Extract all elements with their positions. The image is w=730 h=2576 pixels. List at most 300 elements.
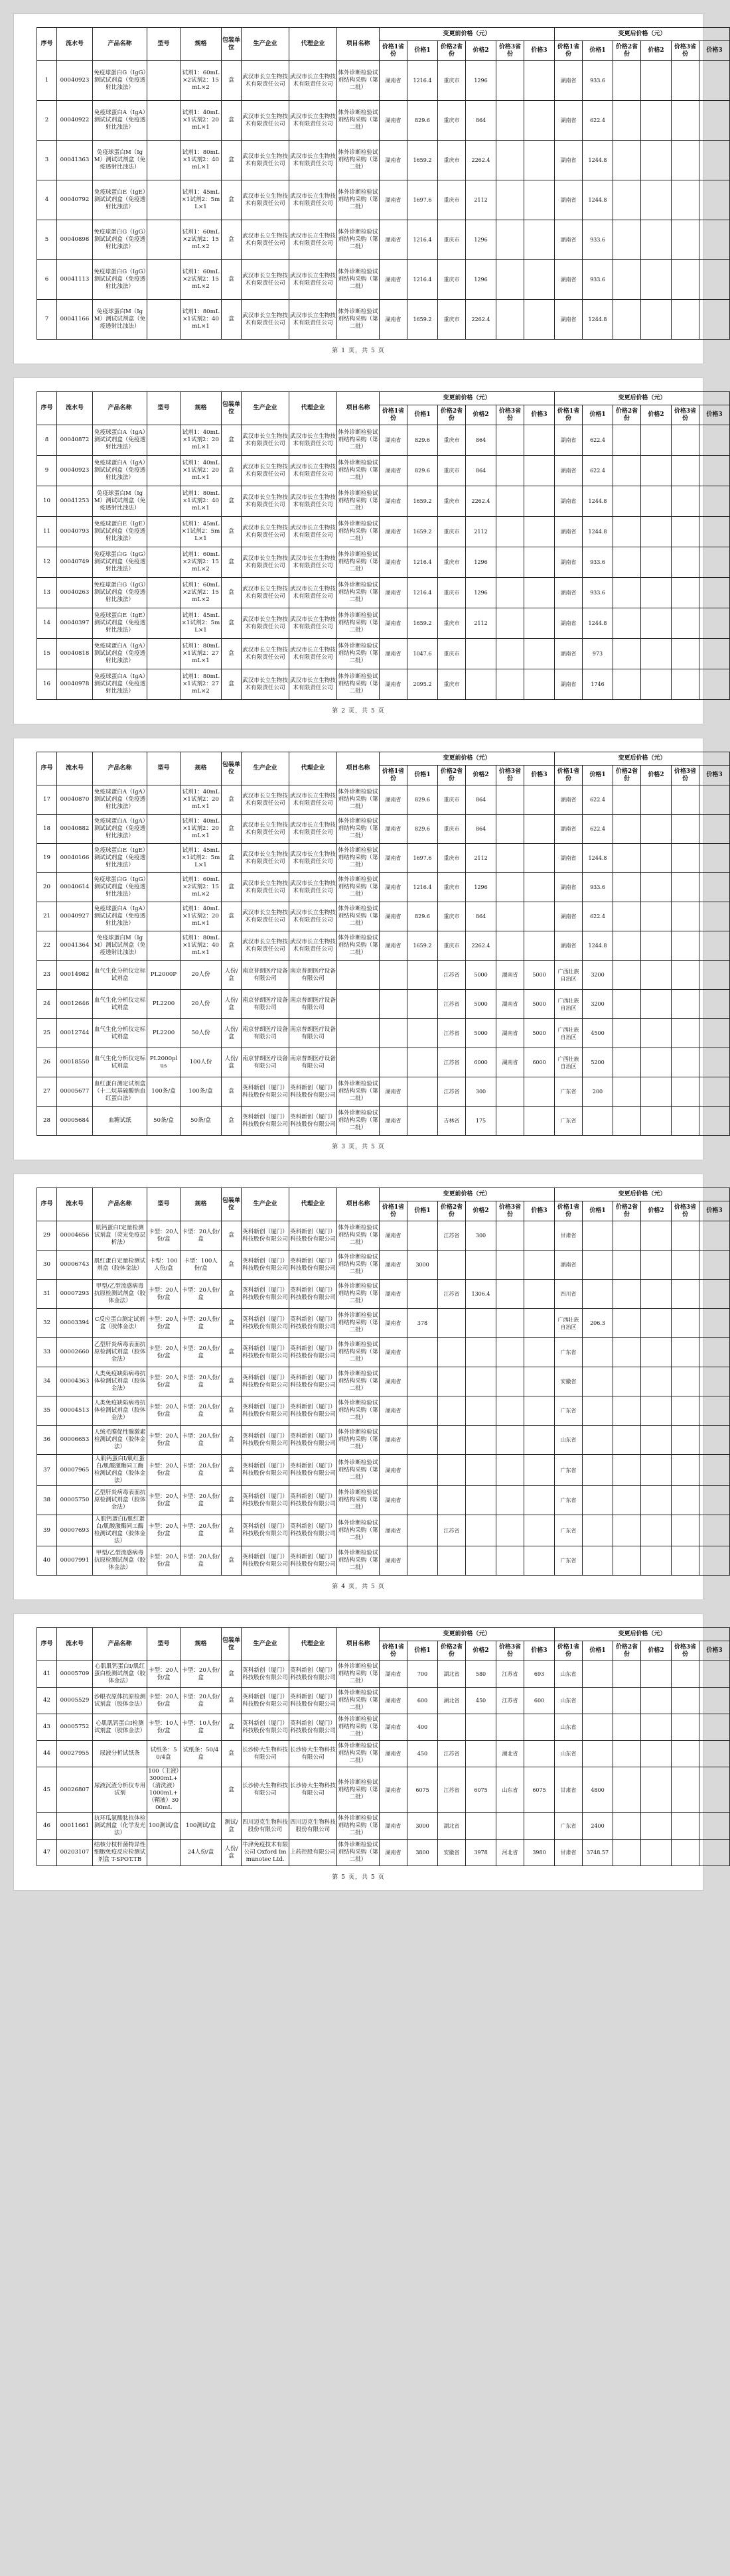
- cell-agent: 武汉市长立生物技术有限责任公司: [289, 101, 337, 141]
- cell-after-price-3: [699, 1767, 730, 1813]
- cell-spec: 卡型：20人份/盒: [181, 1221, 222, 1251]
- cell-model: [147, 844, 181, 873]
- cell-before-province-2: 重庆市: [438, 669, 466, 700]
- before-price3-header: 价格3: [524, 41, 555, 61]
- after-price-group-header: 变更后价格（元）: [555, 1628, 730, 1641]
- cell-after-price-2: [641, 1396, 672, 1426]
- cell-before-province-2: [438, 1426, 466, 1455]
- table-row: [37, 669, 730, 700]
- cell-before-province-1: 湖南省: [380, 61, 407, 101]
- cell-product-name: 免疫球蛋白A（IgA）测试试剂盒（免疫透射比浊法）: [93, 456, 147, 486]
- footer-total-pages: 5: [371, 1874, 376, 1881]
- cell-spec: 试剂1：40mL×1试剂2：20mL×1: [181, 101, 222, 141]
- footer-total-pages: 5: [371, 1584, 376, 1590]
- cell-model: [147, 101, 181, 141]
- cell-unit: 盒: [222, 1455, 242, 1486]
- after-price2-header: 价格2: [641, 766, 672, 785]
- cell-after-province-2: [613, 578, 641, 608]
- before-price3-header: 价格3: [524, 1641, 555, 1661]
- cell-before-price-1: [407, 1280, 438, 1309]
- cell-spec: 卡型：100人份/盒: [181, 1251, 222, 1280]
- cell-agent: 武汉市长立生物技术有限责任公司: [289, 61, 337, 101]
- cell-agent: 英科新创（厦门）科技股份有限公司: [289, 1251, 337, 1280]
- cell-after-province-3: [672, 300, 699, 340]
- cell-seq: 7: [37, 300, 57, 340]
- cell-before-province-3: [496, 1107, 524, 1136]
- cell-spec: 试剂1：60mL×2试剂2：15mL×2: [181, 873, 222, 902]
- cell-model: 卡型：20人份/盒: [147, 1396, 181, 1426]
- cell-manufacturer: 武汉市长立生物技术有限责任公司: [242, 608, 289, 639]
- cell-before-price-1: 1697.6: [407, 844, 438, 873]
- cell-before-province-3: [496, 300, 524, 340]
- col-manufacturer-header: 生产企业: [242, 1628, 289, 1661]
- before-price3-province-header: 价格3省份: [496, 1201, 524, 1221]
- cell-after-price-3: [699, 1840, 730, 1866]
- cell-manufacturer: 南京普朗医疗设备有限公司: [242, 961, 289, 990]
- cell-serial: 00041363: [57, 141, 93, 180]
- cell-unit: 盒: [222, 486, 242, 517]
- cell-product-name: 人类免疫缺陷病毒抗体检测试剂盒（胶体金法）: [93, 1367, 147, 1396]
- col-model-header: 型号: [147, 1628, 181, 1661]
- cell-model: 卡型：10人份/盒: [147, 1714, 181, 1741]
- cell-before-province-1: [380, 990, 407, 1019]
- cell-product-name: 人绒毛膜促性腺激素检测试剂盒（胶体金法）: [93, 1426, 147, 1455]
- cell-model: 卡型：20人份/盒: [147, 1367, 181, 1396]
- cell-after-price-2: [641, 1107, 672, 1136]
- cell-before-province-1: 湖南省: [380, 608, 407, 639]
- cell-after-price-3: [699, 1107, 730, 1136]
- cell-project: 体外诊断检验试剂结构采购（第二批）: [337, 547, 380, 578]
- cell-project: 体外诊断检验试剂结构采购（第二批）: [337, 1367, 380, 1396]
- cell-model: 卡型：20人份/盒: [147, 1515, 181, 1546]
- cell-model: [147, 220, 181, 260]
- cell-project: 体外诊断检验试剂结构采购（第二批）: [337, 1515, 380, 1546]
- cell-product-name: 血气生化分析仪定标试剂盒: [93, 1019, 147, 1048]
- cell-before-province-2: [438, 1546, 466, 1576]
- cell-manufacturer: 武汉市长立生物技术有限责任公司: [242, 547, 289, 578]
- cell-after-province-3: [672, 180, 699, 220]
- cell-agent: 武汉市长立生物技术有限责任公司: [289, 486, 337, 517]
- document: [0, 13, 723, 1891]
- cell-serial: 00006653: [57, 1426, 93, 1455]
- cell-spec: 卡型：20人份/盒: [181, 1486, 222, 1515]
- cell-product-name: 血气生化分析仪定标试剂盒: [93, 961, 147, 990]
- cell-before-price-3: [524, 1309, 555, 1338]
- cell-after-province-3: [672, 1338, 699, 1367]
- table-row: [37, 608, 730, 639]
- cell-agent: 南京普朗医疗设备有限公司: [289, 1048, 337, 1077]
- cell-after-price-2: [641, 101, 672, 141]
- cell-before-price-1: [407, 1396, 438, 1426]
- cell-agent: 英科新创（厦门）科技股份有限公司: [289, 1486, 337, 1515]
- footer-mid: 页，共: [348, 1874, 368, 1881]
- cell-seq: 16: [37, 669, 57, 700]
- price-change-table: [36, 1187, 730, 1576]
- cell-after-price-1: [583, 1107, 613, 1136]
- before-price-group-header: 变更前价格（元）: [380, 28, 555, 41]
- footer-post: 页: [378, 348, 385, 354]
- cell-after-price-1: 1244.8: [583, 844, 613, 873]
- cell-seq: 25: [37, 1019, 57, 1048]
- cell-project: 体外诊断检验试剂结构采购（第二批）: [337, 1813, 380, 1840]
- cell-unit: 盒: [222, 1367, 242, 1396]
- cell-before-province-3: 湖南省: [496, 1019, 524, 1048]
- cell-project: 体外诊断检验试剂结构采购（第二批）: [337, 300, 380, 340]
- cell-before-province-1: 湖南省: [380, 300, 407, 340]
- cell-after-province-1: 湖南省: [555, 902, 583, 931]
- cell-manufacturer: 英科新创（厦门）科技股份有限公司: [242, 1455, 289, 1486]
- cell-product-name: C反应蛋白测定试剂盒（胶体金法）: [93, 1309, 147, 1338]
- cell-after-province-2: [613, 1396, 641, 1426]
- cell-before-province-2: 重庆市: [438, 101, 466, 141]
- col-agent-header: 代理企业: [289, 28, 337, 61]
- cell-after-province-2: [613, 547, 641, 578]
- cell-after-price-2: [641, 1367, 672, 1396]
- cell-after-price-1: 1244.8: [583, 141, 613, 180]
- cell-unit: 盒: [222, 1661, 242, 1688]
- before-price2-header: 价格2: [466, 766, 496, 785]
- cell-before-price-3: [524, 873, 555, 902]
- cell-after-province-1: 湖南省: [555, 873, 583, 902]
- cell-project: 体外诊断检验试剂结构采购（第二批）: [337, 1077, 380, 1107]
- cell-manufacturer: 英科新创（厦门）科技股份有限公司: [242, 1338, 289, 1367]
- table-row: [37, 639, 730, 669]
- cell-before-province-2: 重庆市: [438, 220, 466, 260]
- after-price2-province-header: 价格2省份: [613, 1201, 641, 1221]
- cell-unit: 盒: [222, 1767, 242, 1813]
- cell-project: 体外诊断检验试剂结构采购（第二批）: [337, 1546, 380, 1576]
- cell-product-name: 免疫球蛋白A（IgA）测试试剂盒（免疫透射比浊法）: [93, 669, 147, 700]
- cell-manufacturer: 英科新创（厦门）科技股份有限公司: [242, 1486, 289, 1515]
- cell-unit: 盒: [222, 578, 242, 608]
- cell-after-province-2: [613, 425, 641, 456]
- table-row: [37, 1367, 730, 1396]
- cell-after-price-2: [641, 1426, 672, 1455]
- cell-after-province-3: [672, 1367, 699, 1396]
- before-price-group-header: 变更前价格（元）: [380, 1628, 555, 1641]
- cell-spec: 试剂1：40mL×1试剂2：20mL×1: [181, 456, 222, 486]
- cell-before-price-1: [407, 1515, 438, 1546]
- cell-project: [337, 990, 380, 1019]
- cell-serial: 00040818: [57, 639, 93, 669]
- before-price2-province-header: 价格2省份: [438, 1201, 466, 1221]
- cell-agent: 英科新创（厦门）科技股份有限公司: [289, 1338, 337, 1367]
- cell-serial: 00040927: [57, 902, 93, 931]
- col-project-name-header: 项目名称: [337, 28, 380, 61]
- cell-before-province-2: 重庆市: [438, 456, 466, 486]
- col-product-name-header: 产品名称: [93, 1628, 147, 1661]
- cell-seq: 10: [37, 486, 57, 517]
- cell-after-province-3: [672, 639, 699, 669]
- col-seq-header: 序号: [37, 1188, 57, 1221]
- cell-before-price-2: 864: [466, 902, 496, 931]
- cell-before-price-2: 5000: [466, 990, 496, 1019]
- header-row-group: [37, 1188, 730, 1201]
- cell-seq: 45: [37, 1767, 57, 1813]
- cell-after-price-1: 3200: [583, 961, 613, 990]
- cell-before-price-1: 829.6: [407, 815, 438, 844]
- cell-after-price-1: 1244.8: [583, 608, 613, 639]
- cell-before-price-3: [524, 608, 555, 639]
- cell-after-province-3: [672, 1280, 699, 1309]
- cell-product-name: 免疫球蛋白M（IgM）测试试剂盒（免疫透射比浊法）: [93, 931, 147, 961]
- cell-serial: 00040166: [57, 844, 93, 873]
- cell-product-name: 肌红蛋白定量检测试剂盒（胶体金法）: [93, 1251, 147, 1280]
- cell-unit: 盒: [222, 1741, 242, 1767]
- cell-after-price-2: [641, 785, 672, 815]
- cell-product-name: 人肌钙蛋白I/肌红蛋白/肌酸激酶同工酶检测试剂盒（胶体金法）: [93, 1515, 147, 1546]
- cell-agent: 英科新创（厦门）科技股份有限公司: [289, 1309, 337, 1338]
- cell-before-price-1: 6075: [407, 1767, 438, 1813]
- cell-after-province-2: [613, 141, 641, 180]
- cell-spec: 50条/盒: [181, 1107, 222, 1136]
- cell-before-province-1: 湖南省: [380, 1309, 407, 1338]
- cell-seq: 12: [37, 547, 57, 578]
- cell-after-province-1: 广东省: [555, 1515, 583, 1546]
- cell-agent: 武汉市长立生物技术有限责任公司: [289, 141, 337, 180]
- cell-serial: 00040923: [57, 456, 93, 486]
- before-price3-header: 价格3: [524, 405, 555, 425]
- col-agent-header: 代理企业: [289, 1188, 337, 1221]
- cell-after-province-2: [613, 220, 641, 260]
- before-price1-province-header: 价格1省份: [380, 41, 407, 61]
- cell-model: [147, 639, 181, 669]
- after-price1-province-header: 价格1省份: [555, 41, 583, 61]
- cell-manufacturer: 英科新创（厦门）科技股份有限公司: [242, 1280, 289, 1309]
- cell-after-price-3: [699, 220, 730, 260]
- after-price3-province-header: 价格3省份: [672, 405, 699, 425]
- cell-agent: 英科新创（厦门）科技股份有限公司: [289, 1107, 337, 1136]
- cell-spec: 卡型：20人份/盒: [181, 1426, 222, 1455]
- cell-project: 体外诊断检验试剂结构采购（第二批）: [337, 180, 380, 220]
- cell-serial: 00041113: [57, 260, 93, 300]
- cell-serial: 00041253: [57, 486, 93, 517]
- cell-agent: 武汉市长立生物技术有限责任公司: [289, 815, 337, 844]
- cell-seq: 15: [37, 639, 57, 669]
- after-price3-header: 价格3: [699, 1201, 730, 1221]
- cell-manufacturer: 英科新创（厦门）科技股份有限公司: [242, 1309, 289, 1338]
- cell-after-province-2: [613, 1280, 641, 1309]
- cell-unit: 盒: [222, 1426, 242, 1455]
- col-spec-header: 规格: [181, 1628, 222, 1661]
- cell-after-province-2: [613, 1661, 641, 1688]
- table-row: [37, 873, 730, 902]
- cell-after-price-1: [583, 1661, 613, 1688]
- cell-spec: 试剂1：80mL×1试剂2：27mL×1: [181, 639, 222, 669]
- cell-serial: 00007693: [57, 1515, 93, 1546]
- cell-seq: 43: [37, 1714, 57, 1741]
- footer-mid: 页，共: [348, 348, 368, 354]
- cell-before-price-3: [524, 1546, 555, 1576]
- cell-after-price-3: [699, 141, 730, 180]
- cell-after-price-1: 622.4: [583, 456, 613, 486]
- cell-before-province-2: [438, 1396, 466, 1426]
- page-footer: [36, 706, 680, 714]
- cell-after-province-1: 甘肃省: [555, 1767, 583, 1813]
- table-row: [37, 1251, 730, 1280]
- cell-before-province-3: [496, 1486, 524, 1515]
- cell-after-province-1: 广东省: [555, 1107, 583, 1136]
- cell-after-price-2: [641, 1688, 672, 1714]
- footer-mid: 页，共: [348, 1144, 368, 1150]
- cell-after-province-2: [613, 639, 641, 669]
- cell-after-price-1: [583, 1338, 613, 1367]
- cell-model: 卡型：100人份/盒: [147, 1251, 181, 1280]
- cell-model: [147, 486, 181, 517]
- cell-project: 体外诊断检验试剂结构采购（第二批）: [337, 669, 380, 700]
- after-price1-province-header: 价格1省份: [555, 766, 583, 785]
- cell-before-province-1: 湖南省: [380, 1338, 407, 1367]
- cell-after-province-1: 山东省: [555, 1426, 583, 1455]
- cell-before-province-1: 湖南省: [380, 1688, 407, 1714]
- cell-project: 体外诊断检验试剂结构采购（第二批）: [337, 608, 380, 639]
- cell-product-name: 免疫球蛋白A（IgA）测试试剂盒（免疫透射比浊法）: [93, 902, 147, 931]
- cell-before-province-2: 重庆市: [438, 141, 466, 180]
- footer-post: 页: [378, 1874, 385, 1881]
- cell-seq: 47: [37, 1840, 57, 1866]
- cell-after-province-1: 山东省: [555, 1688, 583, 1714]
- page-footer: [36, 1142, 680, 1150]
- cell-after-price-3: [699, 785, 730, 815]
- col-project-name-header: 项目名称: [337, 392, 380, 425]
- cell-before-province-1: 湖南省: [380, 486, 407, 517]
- cell-after-price-3: [699, 486, 730, 517]
- col-spec-header: 规格: [181, 28, 222, 61]
- cell-before-price-2: 3978: [466, 1840, 496, 1866]
- cell-before-price-3: [524, 1455, 555, 1486]
- cell-after-province-3: [672, 1019, 699, 1048]
- cell-unit: 盒: [222, 1546, 242, 1576]
- cell-after-price-2: [641, 1741, 672, 1767]
- cell-before-price-3: [524, 1367, 555, 1396]
- cell-after-price-2: [641, 220, 672, 260]
- cell-after-price-3: [699, 1661, 730, 1688]
- cell-after-province-3: [672, 517, 699, 547]
- cell-after-price-3: [699, 180, 730, 220]
- cell-before-price-2: 6000: [466, 1048, 496, 1077]
- table-row: [37, 902, 730, 931]
- cell-product-name: 免疫球蛋白E（IgE）测试试剂盒（免疫透射比浊法）: [93, 608, 147, 639]
- cell-before-price-3: [524, 1077, 555, 1107]
- after-price1-header: 价格1: [583, 1641, 613, 1661]
- cell-spec: 试剂1：45mL×1试剂2：5mL×1: [181, 844, 222, 873]
- page-2: [13, 377, 723, 724]
- col-serial-header: 流水号: [57, 1188, 93, 1221]
- cell-after-price-2: [641, 1455, 672, 1486]
- cell-before-province-1: 湖南省: [380, 1107, 407, 1136]
- cell-before-price-1: 1047.6: [407, 639, 438, 669]
- cell-project: 体外诊断检验试剂结构采购（第二批）: [337, 220, 380, 260]
- cell-unit: 盒: [222, 873, 242, 902]
- col-manufacturer-header: 生产企业: [242, 28, 289, 61]
- cell-before-province-2: 重庆市: [438, 815, 466, 844]
- cell-after-province-3: [672, 61, 699, 101]
- cell-project: 体外诊断检验试剂结构采购（第二批）: [337, 1455, 380, 1486]
- footer-page-number: 3: [341, 1144, 346, 1150]
- cell-model: 试纸条：50/4盒: [147, 1741, 181, 1767]
- before-price3-header: 价格3: [524, 766, 555, 785]
- cell-before-price-1: 1659.2: [407, 517, 438, 547]
- cell-project: 体外诊断检验试剂结构采购（第二批）: [337, 1688, 380, 1714]
- cell-before-province-3: [496, 1396, 524, 1426]
- cell-serial: 00011661: [57, 1813, 93, 1840]
- cell-project: 体外诊断检验试剂结构采购（第二批）: [337, 1486, 380, 1515]
- page-3: [13, 738, 723, 1160]
- footer-total-pages: 5: [371, 708, 376, 714]
- col-serial-header: 流水号: [57, 752, 93, 785]
- cell-project: 体外诊断检验试剂结构采购（第二批）: [337, 1767, 380, 1813]
- cell-before-price-1: 1659.2: [407, 608, 438, 639]
- table-row: [37, 220, 730, 260]
- table-row: [37, 180, 730, 220]
- cell-project: 体外诊断检验试剂结构采购（第二批）: [337, 425, 380, 456]
- cell-after-price-2: [641, 456, 672, 486]
- cell-after-province-3: [672, 1251, 699, 1280]
- cell-product-name: 免疫球蛋白G（IgG）测试试剂盒（免疫透射比浊法）: [93, 61, 147, 101]
- cell-after-price-1: [583, 1714, 613, 1741]
- cell-product-name: 免疫球蛋白A（IgA）测试试剂盒（免疫透射比浊法）: [93, 785, 147, 815]
- cell-before-province-1: 湖南省: [380, 931, 407, 961]
- cell-before-province-2: [438, 1486, 466, 1515]
- cell-seq: 42: [37, 1688, 57, 1714]
- cell-project: 体外诊断检验试剂结构采购（第二批）: [337, 1280, 380, 1309]
- before-price3-province-header: 价格3省份: [496, 41, 524, 61]
- cell-before-price-3: [524, 517, 555, 547]
- cell-after-province-3: [672, 1426, 699, 1455]
- cell-project: 体外诊断检验试剂结构采购（第二批）: [337, 456, 380, 486]
- cell-unit: 人份/盒: [222, 961, 242, 990]
- cell-agent: 武汉市长立生物技术有限责任公司: [289, 669, 337, 700]
- cell-model: [147, 931, 181, 961]
- cell-unit: 盒: [222, 101, 242, 141]
- cell-serial: 00203107: [57, 1840, 93, 1866]
- cell-after-price-3: [699, 1396, 730, 1426]
- cell-spec: 试剂1：45mL×1试剂2：5mL×1: [181, 608, 222, 639]
- cell-before-price-1: [407, 1486, 438, 1515]
- cell-before-price-3: [524, 425, 555, 456]
- cell-spec: 试剂1：45mL×1试剂2：5mL×1: [181, 517, 222, 547]
- cell-after-price-2: [641, 1077, 672, 1107]
- cell-before-price-2: 864: [466, 101, 496, 141]
- cell-before-province-2: 湖北省: [438, 1661, 466, 1688]
- cell-after-price-2: [641, 1813, 672, 1840]
- cell-before-price-2: 5000: [466, 961, 496, 990]
- cell-after-price-2: [641, 1048, 672, 1077]
- table-row: [37, 1767, 730, 1813]
- cell-serial: 00018550: [57, 1048, 93, 1077]
- cell-after-province-1: 广西壮族自治区: [555, 1048, 583, 1077]
- before-price1-province-header: 价格1省份: [380, 1641, 407, 1661]
- cell-project: 体外诊断检验试剂结构采购（第二批）: [337, 1338, 380, 1367]
- cell-before-province-3: [496, 1515, 524, 1546]
- cell-manufacturer: 英科新创（厦门）科技股份有限公司: [242, 1688, 289, 1714]
- cell-project: [337, 1048, 380, 1077]
- cell-after-province-1: 广西壮族自治区: [555, 961, 583, 990]
- cell-before-price-2: 1296: [466, 873, 496, 902]
- cell-before-price-1: [407, 1546, 438, 1576]
- cell-after-province-2: [613, 300, 641, 340]
- cell-after-province-1: 广西壮族自治区: [555, 1019, 583, 1048]
- cell-manufacturer: 武汉市长立生物技术有限责任公司: [242, 260, 289, 300]
- cell-before-price-2: 2112: [466, 517, 496, 547]
- cell-product-name: 免疫球蛋白E（IgE）测试试剂盒（免疫透射比浊法）: [93, 180, 147, 220]
- cell-unit: 盒: [222, 844, 242, 873]
- cell-after-province-1: 广东省: [555, 1338, 583, 1367]
- cell-after-price-1: 973: [583, 639, 613, 669]
- cell-before-price-2: 2262.4: [466, 300, 496, 340]
- cell-before-price-3: [524, 1396, 555, 1426]
- cell-model: PL2000P: [147, 961, 181, 990]
